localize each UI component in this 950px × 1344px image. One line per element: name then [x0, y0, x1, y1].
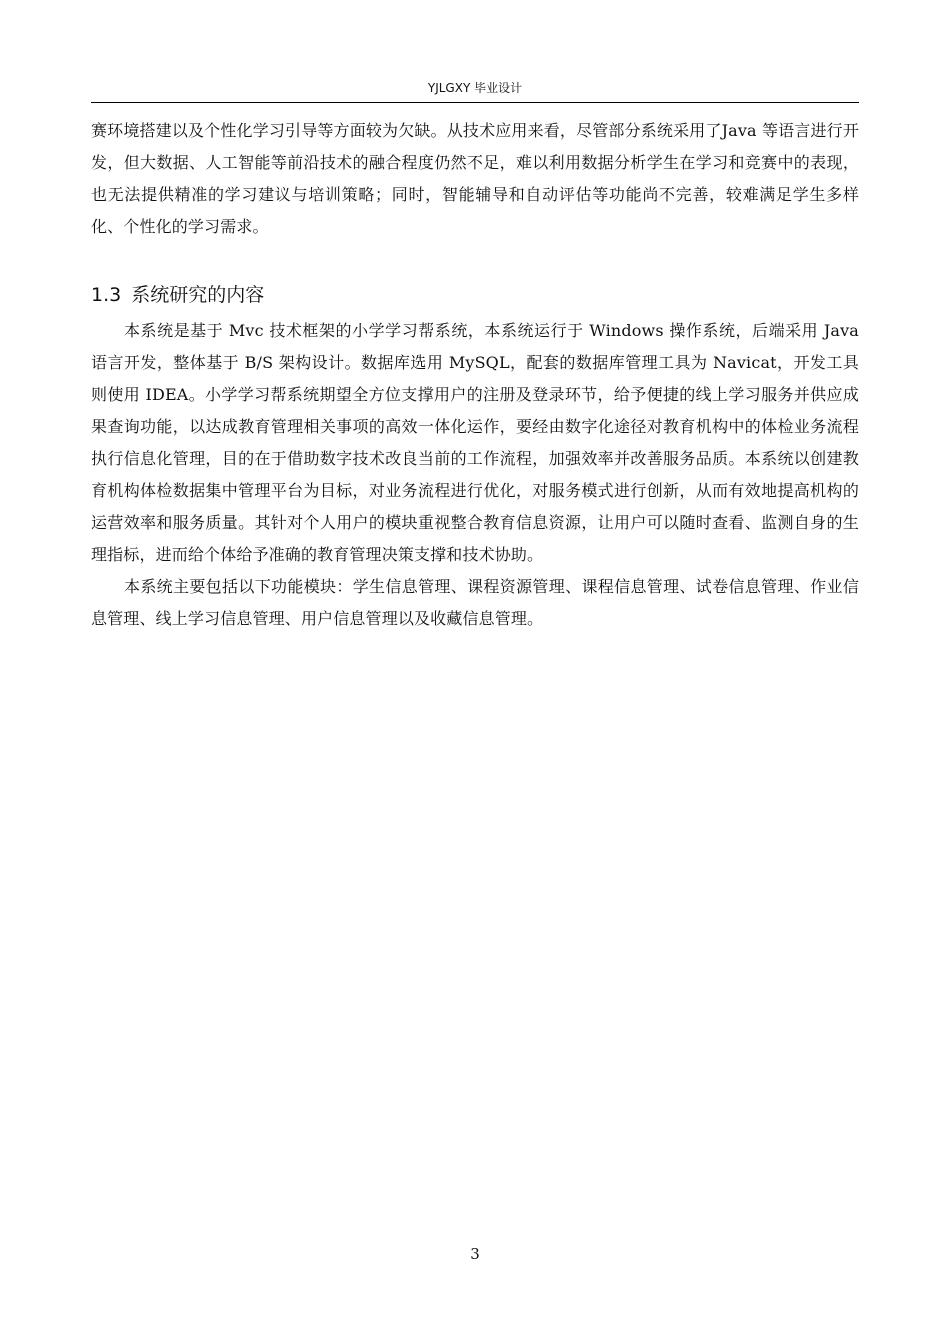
header-text: YJLGXY 毕业设计: [427, 81, 523, 95]
paragraph-function-modules: 本系统主要包括以下功能模块：学生信息管理、课程资源管理、课程信息管理、试卷信息管理、作业信息管理、线上学习信息管理、用户信息管理以及收藏信息管理。: [91, 577, 859, 628]
paragraph-system-overview: 本系统是基于 Mvc 技术框架的小学学习帮系统，本系统运行于 Windows 操作系统，后端采用 Java 语言开发，整体基于 B/S 架构设计。数据库选用 MySQL，配套的数据库管理工具为 Navicat，开发工具则使用 IDEA。小学学习帮系统期望全方位支撑用户的注册及登录环节，给予便捷的线上学习服务并供应成果查询功能，以达成教育管理相关事项的高效一体化运作，要经由数字化途径对教育机构中的体检业务流程执行信息化管理，目的在于借助数字技术改良当前的工作流程，加强效率并改善服务品质。本系统以创建教育机构体检数据集中管理平台为目标，对业务流程进行优化，对服务模式进行创新，从而有效地提高机构的运营效率和服务质量。其针对个人用户的模块重视整合教育信息资源，让用户可以随时查看、监测自身的生理指标，进而给个体给予准确的教育管理决策支撑和技术协助。: [91, 321, 859, 564]
section-title: 系统研究的内容: [131, 284, 265, 306]
page-number: 3: [470, 1245, 480, 1263]
page-header: [91, 78, 859, 103]
section-number: 1.3: [91, 284, 122, 306]
paragraph-continued: 赛环境搭建以及个性化学习引导等方面较为欠缺。从技术应用来看，尽管部分系统采用了Java 等语言进行开发，但大数据、人工智能等前沿技术的融合程度仍然不足，难以利用数据分析学生在学习和竞赛中的表现，也无法提供精准的学习建议与培训策略；同时，智能辅导和自动评估等功能尚不完善，较难满足学生多样化、个性化的学习需求。: [91, 121, 859, 236]
section-heading: [91, 279, 859, 311]
document-body: [91, 115, 859, 635]
